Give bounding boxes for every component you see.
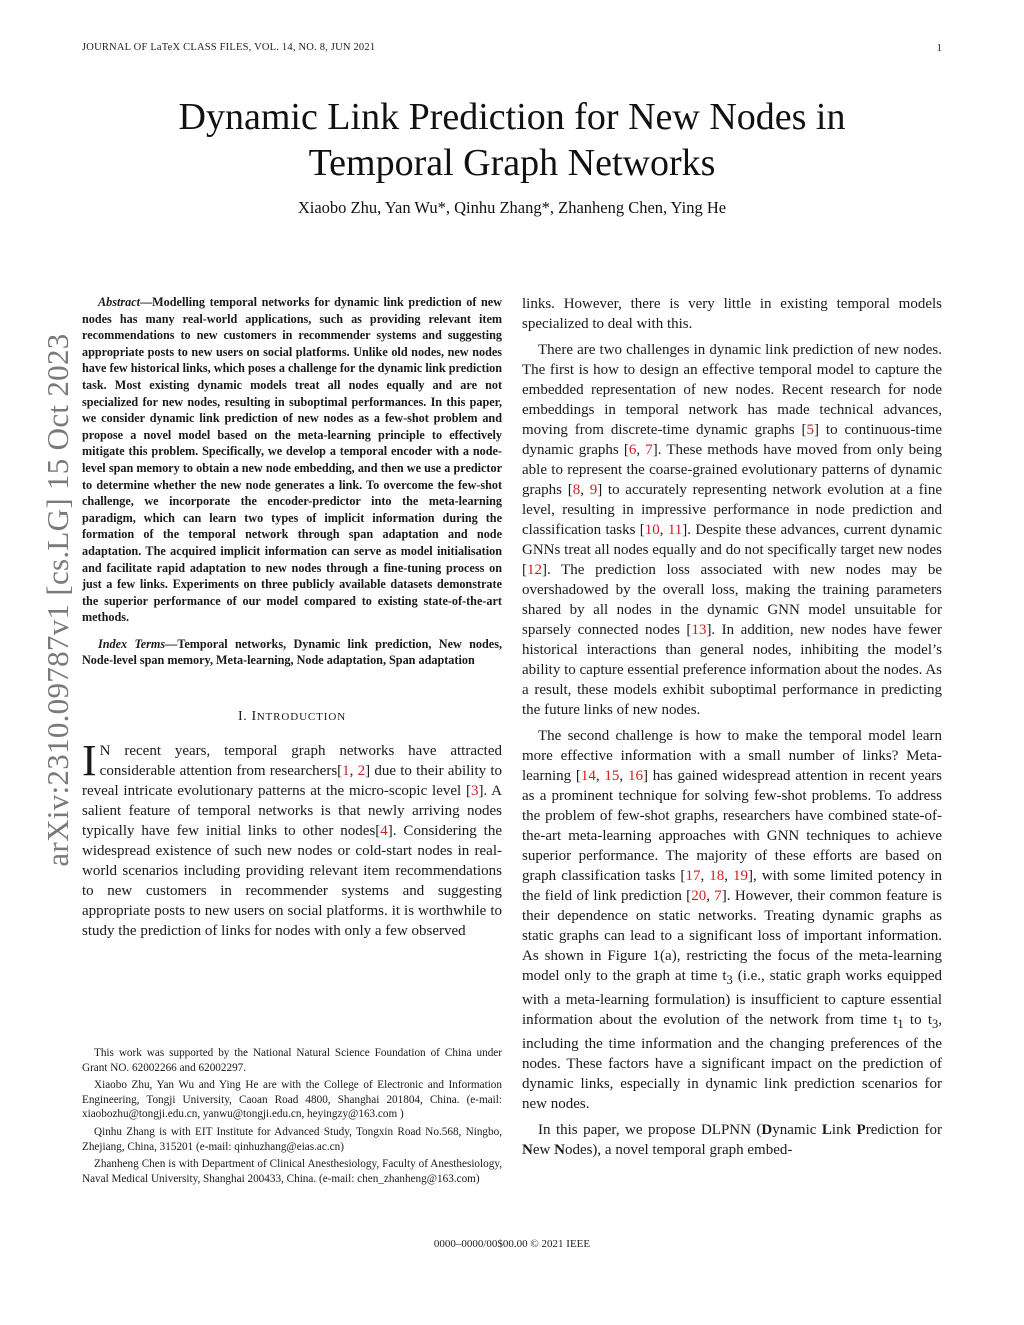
paragraph-second-challenge	[522, 726, 942, 1114]
footnote-affiliation: Qinhu Zhang is with EIT Institute for Advanced Study, Tongxin Road No.568, Ningbo, Zhejiang, China, 315201 (e-mail: qinhuzhang@eias.ac.cn)	[82, 1125, 502, 1153]
arxiv-watermark: arXiv:2310.09787v1 [cs.LG] 15 Oct 2023	[40, 333, 75, 867]
math-subscript: 3	[932, 1017, 939, 1031]
citation-link[interactable]: 13	[691, 622, 707, 638]
intro-paragraph	[82, 736, 503, 941]
text-run: , including the time information and the changing preferences of the nodes. These factors have a significant impact on the prediction of dynamic links, especially in dynamic link prediction scenarios for new nodes.	[522, 1012, 942, 1112]
text-run: ,	[349, 763, 358, 780]
drop-cap: I	[82, 736, 97, 786]
bold-letter: N	[522, 1142, 533, 1158]
author-list: Xiaobo Zhu, Yan Wu*, Qinhu Zhang*, Zhanheng Chen, Ying He	[297, 198, 727, 217]
running-header: JOURNAL OF LaTeX CLASS FILES, VOL. 14, NO. 8, JUN 2021	[82, 42, 376, 53]
text-run: ]. However, their common feature is their dependence on static networks. Treating dynamic graphs as static graphs can lead to a significant loss of important information. As shown in Figure 1(a), restricting the focus of the meta-learning model only to the graph at time t	[522, 888, 943, 984]
citation-link[interactable]: 2	[357, 763, 366, 780]
text-run: ,	[700, 868, 710, 884]
text-run: N recent years, temporal graph networks have attracted considerable attention from researchers[	[99, 743, 502, 780]
abstract	[82, 294, 502, 626]
abstract-text: —Modelling temporal networks for dynamic link prediction of new nodes has many real-world applications, such as providing relevant item recommendations to new customers in recommender systems and suggesting appropriate posts to new users on social platforms. Unlike old nodes, new nodes have few historical links, which poses a challenge for the dynamic link prediction task. Most existing dynamic models treat all nodes equally and are not specialized for new nodes, resulting in suboptimal performances. In this paper, we consider dynamic link prediction of new nodes as a few-shot problem and propose a novel model based on the meta-learning principle to effectively mitigate this problem. Specifically, we develop a temporal encoder with a node-level span memory to obtain a new node embedding, and then we use a predictor to determine whether the new node generates a link. To overcome the few-shot challenge, we incorporate the encoder-predictor into the meta-learning paradigm, which can learn two types of implicit information during the formation of the temporal network through span adaptation and node adaptation. The acquired implicit information can serve as model initialisation and facilitate rapid adaptation to new nodes through a fine-tuning process on just a few links. Experiments on three publicly available datasets demonstrate the superior performance of our model compared to existing state-of-the-art methods.	[82, 295, 502, 625]
citation-link[interactable]: 10	[644, 522, 660, 538]
title-line-2: Temporal Graph Networks	[308, 142, 716, 184]
text-run: ], with some limited potency in the field of link prediction [	[522, 868, 942, 904]
footnote-funding: This work was supported by the National Natural Science Foundation of China under Grant NO. 62002266 and 62002297.	[82, 1047, 502, 1074]
math-subscript: 1	[897, 1017, 904, 1031]
footnotes	[82, 1046, 502, 1189]
citation-link[interactable]: 4	[380, 823, 388, 840]
index-terms-lead: Index Terms	[98, 636, 166, 651]
footnote-affiliation: Zhanheng Chen is with Department of Clinical Anesthesiology, Faculty of Anesthesiology, Naval Medical University, Shanghai 200433, China. (e-mail: chen_zhanheng@163.com)	[82, 1158, 502, 1185]
citation-link[interactable]: 1	[342, 763, 350, 780]
citation-link[interactable]: 7	[645, 442, 653, 458]
page-number: 1	[936, 42, 942, 54]
citation-link[interactable]: 7	[714, 888, 722, 904]
title-line-1: Dynamic Link Prediction for New Nodes in	[178, 96, 846, 138]
text-run: ]. The prediction loss associated with new nodes may be overshadowed by the overall loss, making the training parameters shared by all nodes in the dynamic GNN model unsuitable for sparsely connected nodes [	[522, 562, 942, 638]
bold-letter: L	[821, 1122, 832, 1138]
bold-letter: P	[856, 1122, 866, 1138]
index-terms-text: —Temporal networks, Dynamic link prediction, New nodes, Node-level span memory, Meta-learning, Node adaptation, Span adaptation	[82, 636, 502, 668]
bold-letter: D	[761, 1122, 773, 1138]
text-run: to t	[903, 1012, 932, 1028]
text-run: In this paper, we propose DLPNN (	[538, 1122, 762, 1138]
text-run: ,	[724, 868, 734, 884]
text-run: ,	[595, 768, 605, 784]
text-run: ]. In addition, new nodes have fewer historical interactions than general nodes, inhibiting the model’s ability to capture essential preference information about the nodes. As a result, these models exhibit suboptimal performance in predicting the future links of new nodes.	[522, 622, 942, 718]
text-run: ,	[706, 888, 715, 904]
text-run: rediction for	[865, 1122, 942, 1138]
section-first-letter: I	[251, 709, 257, 725]
citation-link[interactable]: 8	[572, 482, 581, 498]
text-run: ew	[532, 1142, 555, 1158]
abstract-lead: Abstract	[98, 295, 140, 309]
math-subscript: 3	[726, 973, 733, 987]
citation-link[interactable]: 9	[589, 482, 598, 498]
text-run: ,	[580, 482, 590, 498]
paragraph-first-challenge	[522, 340, 942, 720]
footnote-affiliation: Xiaobo Zhu, Yan Wu and Ying He are with the College of Electronic and Information Engineering, Tongji University, Caoan Road 4800, Shanghai 201804, China. (e-mail: xiaobozhu@tongji.edu.cn, yanwu@tongji.edu.cn, heyingzy@163.com )	[82, 1079, 502, 1121]
section-title-rest: NTRODUCTION	[256, 711, 347, 724]
paragraph-proposal	[522, 1120, 942, 1160]
section-heading-introduction	[82, 709, 502, 725]
citation-link[interactable]: 3	[470, 783, 479, 800]
text-run: odes), a novel temporal graph embed-	[564, 1142, 793, 1158]
text-run: ] to continuous-time dynamic graphs [	[522, 422, 942, 458]
section-numeral: I.	[237, 709, 248, 725]
text-run: ] has gained widespread attention in recent years as a prominent technique for solving few-shot problems. To address the problem of few-shot graphs, researchers have combined state-of-the-art meta-learning approaches with GNN techniques to achieve superior performance. The majority of these efforts are based on graph classification tasks [	[522, 768, 943, 884]
citation-link[interactable]: 20	[691, 888, 707, 904]
left-column	[82, 294, 502, 941]
citation-link[interactable]: 18	[709, 868, 725, 884]
text-run: ,	[659, 522, 668, 538]
bold-letter: N	[554, 1142, 565, 1158]
paragraph-continuation: links. However, there is very little in existing temporal models specialized to deal with this.	[522, 296, 942, 332]
citation-link[interactable]: 17	[685, 868, 701, 884]
text-run: The second challenge is how to make the temporal model learn more effective information with a small number of links? Meta-learning [	[522, 728, 942, 784]
text-run: ,	[619, 768, 628, 784]
text-run: ]. Considering the widespread existence of such new nodes or cold-start nodes in real-world scenarios including providing relevant item recommendations to new customers in recommender systems and suggesting appropriate posts to new users on social platforms. it is worthwhile to study the prediction of links for nodes with only a few observed	[82, 823, 502, 940]
text-run: ,	[636, 442, 646, 458]
citation-link[interactable]: 16	[627, 768, 643, 784]
copyright-footer: 0000–0000/00$00.00 © 2021 IEEE	[433, 1238, 591, 1250]
citation-link[interactable]: 14	[580, 768, 596, 784]
citation-link[interactable]: 15	[604, 768, 620, 784]
citation-link[interactable]: 11	[667, 522, 683, 538]
text-run: ink	[831, 1122, 857, 1138]
text-run: ] to accurately representing network evolution at a fine level, resulting in impressive performance in node prediction and classification tasks [	[522, 482, 942, 538]
right-column	[522, 294, 942, 1160]
text-run: ]. These methods have moved from only being able to represent the coarse-grained evolutionary patterns of dynamic graphs [	[522, 442, 942, 498]
text-run: ]. A salient feature of temporal networks is that newly arriving nodes typically have few initial links to other nodes[	[82, 783, 503, 840]
text-run: ] due to their ability to reveal intricate evolutionary patterns at the micro-scopic level [	[82, 763, 502, 800]
citation-link[interactable]: 5	[806, 422, 815, 438]
text-run: ynamic	[772, 1122, 822, 1138]
text-run: ]. Despite these advances, current dynamic GNNs treat all nodes equally and do not specifically target new nodes [	[522, 522, 943, 578]
text-run: There are two challenges in dynamic link prediction of new nodes. The first is how to design an effective temporal model to capture the embedded representation of new nodes. Recent research for node embeddings in temporal network has made technical advances, moving from discrete-time dynamic graphs [	[522, 342, 942, 438]
citation-link[interactable]: 12	[527, 562, 542, 578]
text-run: (i.e., static graph works equipped with a meta-learning formulation) is insufficient to capture essential information about the evolution of the network from time t	[522, 968, 942, 1028]
citation-link[interactable]: 19	[733, 868, 749, 884]
citation-link[interactable]: 6	[628, 442, 637, 458]
index-terms	[82, 636, 502, 669]
paper-title	[0, 94, 1024, 186]
